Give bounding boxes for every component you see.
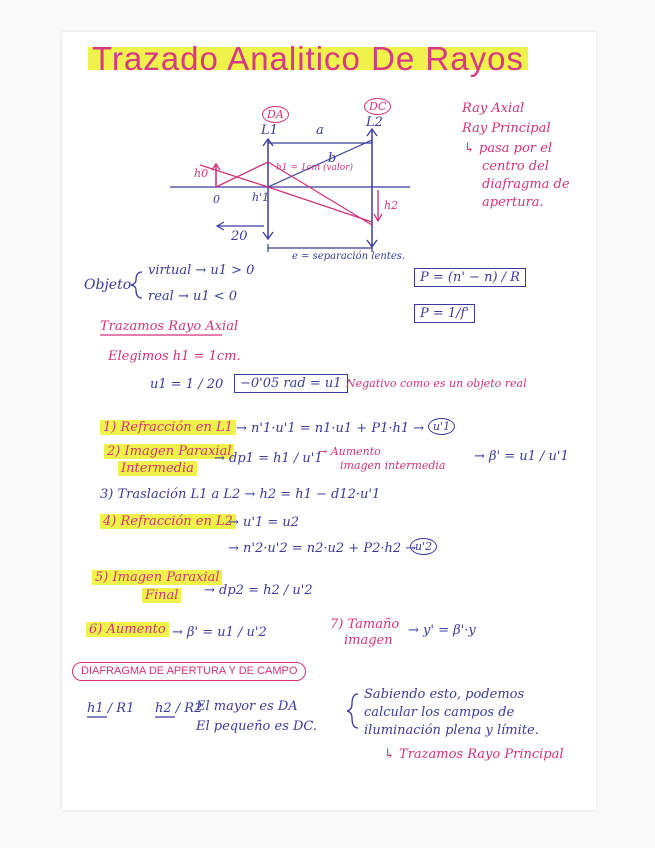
step5-label-b: Final [142, 588, 181, 603]
ray-pink-2 [216, 162, 268, 187]
u1-equation: u1 = 1 / 20 [150, 377, 224, 392]
ray-principal-note: Ray Principal [462, 121, 551, 136]
step6-label: 6) Aumento [86, 622, 169, 637]
arrow-note-4: apertura. [482, 195, 544, 210]
diafragma-right4: ↳ Trazamos Rayo Principal [384, 747, 564, 762]
h1-prime-label: h'1 [252, 191, 270, 204]
step7-equation: → y' = β'·y [408, 623, 476, 638]
h0-label: h0 [194, 167, 209, 180]
arrow-note-3: diafragma de [482, 177, 570, 192]
dc-label: DC [364, 98, 391, 115]
ray-axial-note: Ray Axial [462, 101, 525, 116]
step2-equation: → dp1 = h1 / u'1 [214, 451, 323, 466]
l1-label: L1 [261, 123, 278, 138]
step2-note-a: → Aumento [318, 445, 381, 458]
trazamos-axial-heading: Trazamos Rayo Axial [100, 319, 239, 334]
frac2: h2 / R2 [155, 701, 203, 716]
step1-equation: → n'1·u'1 = n1·u1 + P1·h1 → [236, 421, 425, 436]
l2-label: L2 [366, 115, 383, 130]
a-label: a [316, 123, 324, 138]
step7-label-a: 7) Tamaño [330, 617, 400, 632]
step4-result: u'2 [410, 538, 437, 555]
b-label: b [328, 151, 337, 166]
objeto-virtual: virtual → u1 > 0 [148, 263, 255, 278]
zero-label: 0 [213, 193, 220, 206]
diafragma-right3: iluminación plena y límite. [364, 723, 539, 738]
step4-label: 4) Refracción en L2 [100, 514, 236, 529]
diafragma-right2: calcular los campos de [364, 705, 515, 720]
diafragma-line1: El mayor es DA [196, 699, 298, 714]
diafragma-line2: El pequeño es DC. [196, 719, 318, 734]
step7-label-b: imagen [344, 633, 393, 648]
u1-note: Negativo como es un objeto real [346, 377, 527, 390]
diafragma-right1: Sabiendo esto, podemos [364, 687, 525, 702]
da-label: DA [262, 106, 289, 123]
diafragma-brace [347, 694, 358, 728]
power-focal-formula: P = 1/f' [414, 304, 475, 323]
step1-result: u'1 [428, 418, 455, 435]
step3: 3) Traslación L1 a L2 → h2 = h1 − d12·u'1 [100, 487, 381, 502]
power-formula: P = (n' − n) / R [414, 268, 526, 287]
step2-label-a: 2) Imagen Paraxial [104, 444, 234, 459]
step2-beta: → β' = u1 / u'1 [474, 449, 569, 464]
step1-label: 1) Refracción en L1 [100, 420, 236, 435]
h2-label: h2 [384, 199, 399, 212]
h1-note: h1 = 1cm (valor) [276, 163, 354, 173]
separation-label: e = separación lentes. [292, 251, 406, 262]
step4-eq2: → n'2·u'2 = n2·u2 + P2·h2 → [228, 541, 417, 556]
step5-label-a: 5) Imagen Paraxial [92, 570, 222, 585]
objeto-brace [131, 272, 142, 298]
step4-eq1: → u'1 = u2 [228, 515, 300, 530]
ray-pink-3 [268, 187, 372, 222]
objeto-label: Objeto [84, 277, 132, 293]
elegimos-line: Elegimos h1 = 1cm. [108, 349, 241, 364]
u1-value: −0'05 rad = u1 [234, 374, 348, 393]
diafragma-title: DIAFRAGMA DE APERTURA Y DE CAMPO [72, 662, 306, 681]
step5-equation: → dp2 = h2 / u'2 [204, 583, 313, 598]
page-title: Trazado Analitico De Rayos [88, 42, 528, 75]
step2-note-b: imagen intermedia [340, 459, 446, 472]
arrow-note-2: centro del [482, 159, 549, 174]
arrow-note-1: ↳ pasa por el [464, 141, 552, 156]
step6-equation: → β' = u1 / u'2 [172, 625, 267, 640]
objeto-real: real → u1 < 0 [148, 289, 238, 304]
distance-20: 20 [231, 229, 248, 244]
ray-pink-1 [200, 165, 268, 187]
frac1: h1 / R1 [87, 701, 135, 716]
step2-label-b: Intermedia [118, 461, 197, 476]
